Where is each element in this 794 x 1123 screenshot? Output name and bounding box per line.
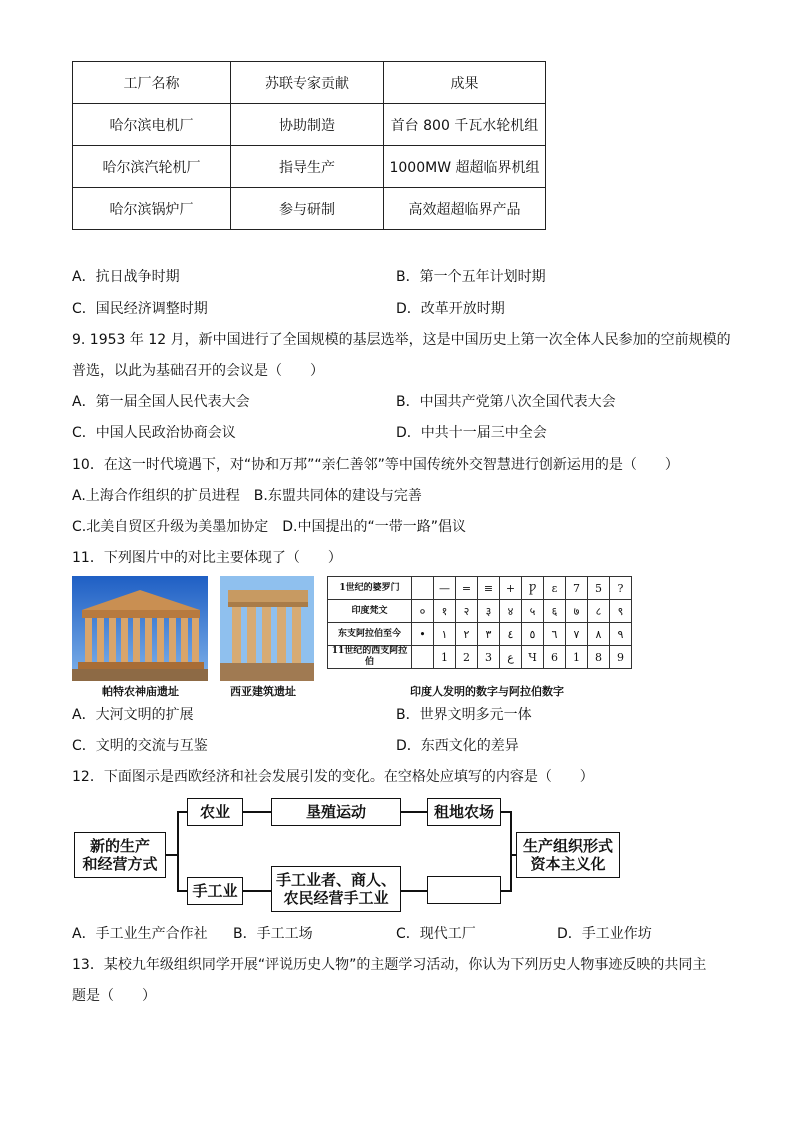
connector bbox=[177, 811, 179, 891]
image-caption: 西亚建筑遗址 bbox=[230, 685, 296, 698]
table-header-row bbox=[73, 62, 546, 104]
numeral-cell: — bbox=[434, 577, 456, 600]
table-header-cell: 成果 bbox=[384, 62, 546, 104]
numeral-cell: 1 bbox=[566, 646, 588, 669]
numeral-cell: ٦ bbox=[544, 623, 566, 646]
question-9-text: 9. 1953 年 12 月，新中国进行了全国规模的基层选举，这是中国历史上第一次全体人民参加的空前规模的 bbox=[72, 332, 731, 348]
connector bbox=[510, 811, 512, 892]
factory-table bbox=[72, 61, 546, 230]
numeral-cell: ? bbox=[610, 577, 632, 600]
row-label: 11世纪的西支阿拉伯 bbox=[328, 646, 412, 669]
numeral-cell: ४ bbox=[500, 600, 522, 623]
connector bbox=[243, 811, 271, 813]
numeral-cell bbox=[412, 577, 434, 600]
numeral-cell: = bbox=[456, 577, 478, 600]
question-10-text: 10．在这一时代境遇下，对“协和万邦”“亲仁善邻”等中国传统外交智慧进行创新运用的是（ ） bbox=[72, 457, 679, 473]
row-label: 1世纪的婆罗门 bbox=[328, 577, 412, 600]
option-a: A．抗日战争时期 bbox=[72, 269, 180, 285]
table-cell: 首台 800 千瓦水轮机组 bbox=[384, 104, 546, 146]
table-row bbox=[328, 600, 632, 623]
numeral-cell: १ bbox=[434, 600, 456, 623]
table-cell: 哈尔滨电机厂 bbox=[73, 104, 231, 146]
option-d: D．改革开放时期 bbox=[396, 301, 505, 317]
numeral-cell: ≡ bbox=[478, 577, 500, 600]
table-row bbox=[73, 146, 546, 188]
table-cell: 1000MW 超超临界机组 bbox=[384, 146, 546, 188]
table-header-cell: 工厂名称 bbox=[73, 62, 231, 104]
option-a: A．大河文明的扩展 bbox=[72, 707, 194, 723]
table-header-cell: 苏联专家贡献 bbox=[231, 62, 384, 104]
table-row bbox=[328, 577, 632, 600]
table-cell: 指导生产 bbox=[231, 146, 384, 188]
option-c: C．现代工厂 bbox=[396, 926, 476, 942]
numeral-cell: ६ bbox=[544, 600, 566, 623]
table-cell: 高效超超临界产品 bbox=[384, 188, 546, 230]
options-ab: A.上海合作组织的扩员进程 B.东盟共同体的建设与完善 bbox=[72, 488, 422, 504]
option-b: B．中国共产党第八次全国代表大会 bbox=[396, 394, 616, 410]
numeral-cell: • bbox=[412, 623, 434, 646]
row-label: 东支阿拉伯至今 bbox=[328, 623, 412, 646]
option-d: D．中共十一届三中全会 bbox=[396, 425, 547, 441]
numerals-table bbox=[327, 576, 632, 669]
numeral-cell: ० bbox=[412, 600, 434, 623]
option-c: C．国民经济调整时期 bbox=[72, 301, 208, 317]
diagram-box-agriculture: 农业 bbox=[187, 798, 243, 826]
numeral-cell: 8 bbox=[588, 646, 610, 669]
numeral-cell: ३ bbox=[478, 600, 500, 623]
option-a: A．手工业生产合作社 bbox=[72, 926, 208, 942]
connector bbox=[401, 811, 427, 813]
row-label: 印度梵文 bbox=[328, 600, 412, 623]
diagram-box-enclosure: 垦殖运动 bbox=[271, 798, 401, 826]
diagram-right-box: 生产组织形式 资本主义化 bbox=[516, 832, 620, 878]
numeral-cell: ١ bbox=[434, 623, 456, 646]
numeral-cell: ٥ bbox=[522, 623, 544, 646]
numeral-cell: ५ bbox=[522, 600, 544, 623]
numeral-cell: ٤ bbox=[500, 623, 522, 646]
numeral-cell: ٩ bbox=[610, 623, 632, 646]
numeral-cell: 5 bbox=[588, 577, 610, 600]
numeral-cell: Ч bbox=[522, 646, 544, 669]
numeral-cell: २ bbox=[456, 600, 478, 623]
numeral-cell: 7 bbox=[566, 577, 588, 600]
numeral-cell: 6 bbox=[544, 646, 566, 669]
numeral-cell: ٢ bbox=[456, 623, 478, 646]
option-a: A．第一届全国人民代表大会 bbox=[72, 394, 250, 410]
numeral-cell: Ƿ bbox=[522, 577, 544, 600]
numeral-cell: ɛ bbox=[544, 577, 566, 600]
question-13-text-cont: 题是（ ） bbox=[72, 988, 156, 1004]
connector bbox=[243, 890, 271, 892]
numeral-cell: ٣ bbox=[478, 623, 500, 646]
table-row bbox=[328, 646, 632, 669]
question-9-text-cont: 普选，以此为基础召开的会议是（ ） bbox=[72, 363, 324, 379]
image-caption: 印度人发明的数字与阿拉伯数字 bbox=[410, 685, 564, 698]
table-cell: 协助制造 bbox=[231, 104, 384, 146]
numeral-cell: ८ bbox=[588, 600, 610, 623]
question-12-text: 12．下面图示是西欧经济和社会发展引发的变化。在空格处应填写的内容是（ ） bbox=[72, 769, 594, 785]
connector bbox=[177, 811, 187, 813]
diagram-box-craftsmen: 手工业者、商人、 农民经营手工业 bbox=[271, 866, 401, 912]
table-cell: 哈尔滨锅炉厂 bbox=[73, 188, 231, 230]
west-asia-ruins-image bbox=[220, 576, 314, 681]
option-d: D．东西文化的差异 bbox=[396, 738, 519, 754]
numeral-cell: ٨ bbox=[588, 623, 610, 646]
diagram-box-handicraft: 手工业 bbox=[187, 877, 243, 905]
question-13-text: 13．某校九年级组织同学开展“评说历史人物”的主题学习活动，你认为下列历史人物事迹反映的共同主 bbox=[72, 957, 707, 973]
option-b: B．第一个五年计划时期 bbox=[396, 269, 546, 285]
connector bbox=[401, 890, 427, 892]
question-11-text: 11．下列图片中的对比主要体现了（ ） bbox=[72, 550, 342, 566]
diagram-blank-box bbox=[427, 876, 501, 904]
diagram-left-box: 新的生产 和经营方式 bbox=[74, 832, 166, 878]
option-c: C．文明的交流与互鉴 bbox=[72, 738, 208, 754]
numeral-cell: ९ bbox=[610, 600, 632, 623]
numeral-cell: 1 bbox=[434, 646, 456, 669]
numeral-cell: ٧ bbox=[566, 623, 588, 646]
numeral-cell bbox=[412, 646, 434, 669]
option-b: B．世界文明多元一体 bbox=[396, 707, 532, 723]
options-cd: C.北美自贸区升级为美墨加协定 D.中国提出的“一带一路”倡议 bbox=[72, 519, 466, 535]
numeral-cell: ७ bbox=[566, 600, 588, 623]
image-caption: 帕特农神庙遗址 bbox=[102, 685, 179, 698]
option-c: C．中国人民政治协商会议 bbox=[72, 425, 236, 441]
table-row bbox=[73, 104, 546, 146]
numeral-cell: 3 bbox=[478, 646, 500, 669]
connector bbox=[177, 890, 187, 892]
numeral-cell: + bbox=[500, 577, 522, 600]
option-d: D．手工业作坊 bbox=[557, 926, 652, 942]
parthenon-image bbox=[72, 576, 208, 681]
numeral-cell: 2 bbox=[456, 646, 478, 669]
table-row bbox=[73, 188, 546, 230]
table-cell: 参与研制 bbox=[231, 188, 384, 230]
table-row bbox=[328, 623, 632, 646]
diagram-box-tenant-farm: 租地农场 bbox=[427, 798, 501, 826]
option-b: B．手工工场 bbox=[233, 926, 313, 942]
numeral-cell: 9 bbox=[610, 646, 632, 669]
table-cell: 哈尔滨汽轮机厂 bbox=[73, 146, 231, 188]
numeral-cell: ع bbox=[500, 646, 522, 669]
